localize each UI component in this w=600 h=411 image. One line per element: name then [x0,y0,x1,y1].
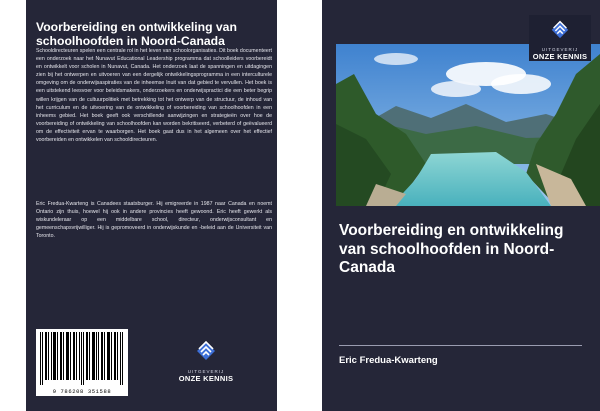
front-cover [322,0,600,411]
publisher-logo-icon [548,18,572,40]
publisher-logo-icon [193,338,219,362]
back-cover-description: Schooldirecteuren spelen een centrale rol in het leven van schoolorganisaties. Dit boek documenteert een onderzoek naar het Nunavut Educational Leadership programma dat schoolleiders voorbereidt en ontwikkelt voor scholen in Nunavut, Canada. Het onderzoek laat de spanningen en uitdagingen zien bij het ontwerpen en uitvoeren van een dergelijk ontwikkelingsprogramma in een interculturele omgeving om de onderwijsaspiraties van de inheemse Inuit van dat gebied te vervullen. Het boek is een uitstekend leesvoer voor beleidsmakers, onderzoekers en onderwijspractici die een beter begrip willen krijgen van de cultuurpolitiek met betrekking tot het ontwerp van de structuur, de inhoud van het curriculum en de uitvoering van de ontwikkeling of voorbereiding van schoolhoofden in een inheems gebied. Het boek geeft ook verschillende aanwijzingen en strategieën over hoe de voorbereiding of ontwikkeling van schoolhoofden kan worden bekritiseerd, verbeterd of geëvalueerd om de effectiviteit ervan te waarborgen. Het boek gaat dus in het algemeen over het effectief voorbereiden en ontwikkelen van schooldirecteuren. [36,48,272,144]
publisher-logo [176,338,236,383]
publisher-logo-front [529,15,591,61]
author-bio: Eric Fredua-Kwarteng is Canadees staatsburger. Hij emigreerde in 1987 naar Canada en noemt Ontario zijn thuis, hoewel hij ook in andere provincies heeft gewoond. Eric heeft gewerkt als wiskundeleraar op een middelbare school, directeur, onderwijsconsultant en gemeenschapsvrijwilliger. Hij is gepromoveerd in onderwijskunde en -beleid aan de Universiteit van Toronto. [36,201,272,240]
publisher-name: ONZE KENNIS [178,374,234,383]
back-cover-title: Voorbereiding en ontwikkeling van schoolhoofden in Noord-Canada [36,20,237,48]
publisher-name-front: ONZE KENNIS [532,52,588,61]
publisher-label-front: UITGEVERIJ [541,47,579,52]
author-name: Eric Fredua-Kwarteng [339,355,438,366]
barcode-number: 9 786208 351588 [52,388,112,395]
landscape-photo [336,44,600,206]
publisher-label: UITGEVERIJ [187,369,225,374]
back-cover [26,0,277,411]
barcode [36,329,128,396]
barcode-icon [40,332,124,385]
divider [339,345,582,346]
front-cover-title: Voorbereiding en ontwikkeling van schoolhoofden in Noord-Canada [339,222,564,276]
